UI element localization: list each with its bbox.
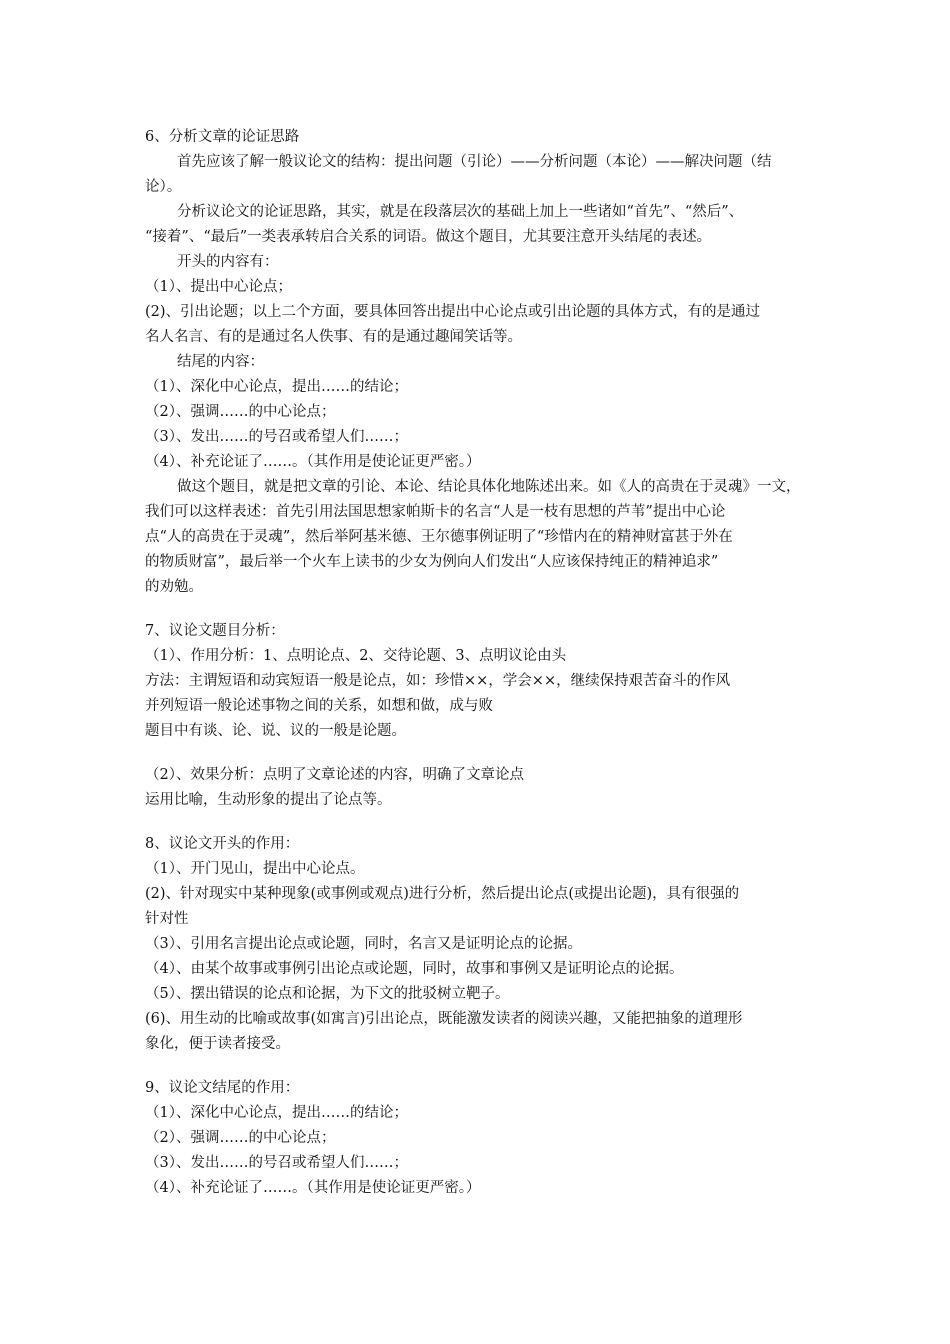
document-section: [145, 832, 815, 1057]
text-line: （3）、发出……的号召或希望人们……；: [145, 429, 408, 445]
text-line: 6、分析文章的论证思路: [145, 129, 300, 145]
text-line: （2）、强调……的中心论点；: [145, 1130, 336, 1146]
document-section: [145, 619, 815, 744]
text-line: (2)、引出论题；以上二个方面，要具体回答出提出中心论点或引出论题的具体方式，有的是通过: [145, 304, 761, 320]
text-line: 论）。: [145, 179, 182, 195]
text-line: 的劝勉。: [145, 579, 203, 595]
text-line: 开头的内容有：: [177, 254, 279, 270]
document-section: [145, 125, 815, 600]
text-line: （4）、由某个故事或事例引出论点或论题，同时，故事和事例又是证明论点的论据。: [145, 961, 684, 977]
section-heading: 8、议论文开头的作用：: [145, 836, 300, 852]
document-section: [145, 763, 815, 813]
text-line: （3）、发出……的号召或希望人们……；: [145, 1155, 408, 1171]
text-line: （1）、提出中心论点；: [145, 279, 292, 295]
text-line: 做这个题目，就是把文章的引论、本论、结论具体化地陈述出来。如《人的高贵在于灵魂》一文，: [177, 479, 801, 495]
text-line: 象化，便于读者接受。: [145, 1036, 290, 1052]
section-gap: [145, 813, 815, 832]
section-gap: [145, 744, 815, 763]
text-line: 题目中有谈、论、说、议的一般是论题。: [145, 723, 406, 739]
text-line: “接着”、“最后”一类表承转启合关系的词语。做这个题目，尤其要注意开头结尾的表述。: [145, 229, 712, 245]
section-gap: [145, 1057, 815, 1076]
text-line: （1）、深化中心论点，提出……的结论；: [145, 379, 408, 395]
section-heading: 7、议论文题目分析：: [145, 623, 285, 639]
text-line: 方法：主谓短语和动宾短语一般是论点，如：珍惜××，学会××，继续保持艰苦奋斗的作风: [145, 673, 731, 689]
text-line: 针对性: [145, 911, 189, 927]
text-line: 名人名言、有的是通过名人佚事、有的是通过趣闻笑话等。: [145, 329, 522, 345]
text-line: 运用比喻，生动形象的提出了论点等。: [145, 792, 392, 808]
text-line: 我们可以这样表述：首先引用法国思想家帕斯卡的名言“人是一枝有思想的芦苇”提出中心论: [145, 504, 726, 520]
text-line: （4）、补充论证了……。（其作用是使论证更严密。）: [145, 454, 481, 470]
section-heading: （2）、效果分析：点明了文章论述的内容，明确了文章论点: [145, 767, 524, 783]
text-line: (6)、用生动的比喻或故事(如寓言)引出论点，既能激发读者的阅读兴趣，又能把抽象的道理形: [145, 1011, 743, 1027]
text-line: （5）、摆出错误的论点和论据，为下文的批驳树立靶子。: [145, 986, 510, 1002]
text-line: (2)、针对现实中某种现象(或事例或观点)进行分析，然后提出论点(或提出论题)，具有很强的: [145, 886, 740, 902]
text-line: （1）、开门见山，提出中心论点。: [145, 861, 365, 877]
text-line: 并列短语一般论述事物之间的关系，如想和做，成与败: [145, 698, 493, 714]
text-line: 首先应该了解一般议论文的结构：提出问题（引论）——分析问题（本论）——解决问题（结: [177, 154, 772, 170]
text-line: （1）、深化中心论点，提出……的结论；: [145, 1105, 408, 1121]
text-line: （2）、强调……的中心论点；: [145, 404, 336, 420]
document-section: [145, 1076, 815, 1201]
text-line: （4）、补充论证了……。（其作用是使论证更严密。）: [145, 1180, 481, 1196]
text-line: 的物质财富”，最后举一个火车上读书的少女为例向人们发出“人应该保持纯正的精神追求”: [145, 554, 719, 570]
document-body: [145, 125, 815, 1201]
text-line: 点“人的高贵在于灵魂”，然后举阿基米德、王尔德事例证明了“珍惜内在的精神财富甚于外在: [145, 529, 733, 545]
text-line: 分析议论文的论证思路，其实，就是在段落层次的基础上加上一些诸如“首先”、“然后”、: [177, 204, 744, 220]
section-heading: 9、议论文结尾的作用：: [145, 1080, 300, 1096]
text-line: （3）、引用名言提出论点或论题，同时，名言又是证明论点的论据。: [145, 936, 582, 952]
section-gap: [145, 600, 815, 619]
text-line: （1）、作用分析：1、点明论点、2、交待论题、3、点明议论由头: [145, 648, 567, 664]
text-line: 结尾的内容：: [177, 354, 264, 370]
